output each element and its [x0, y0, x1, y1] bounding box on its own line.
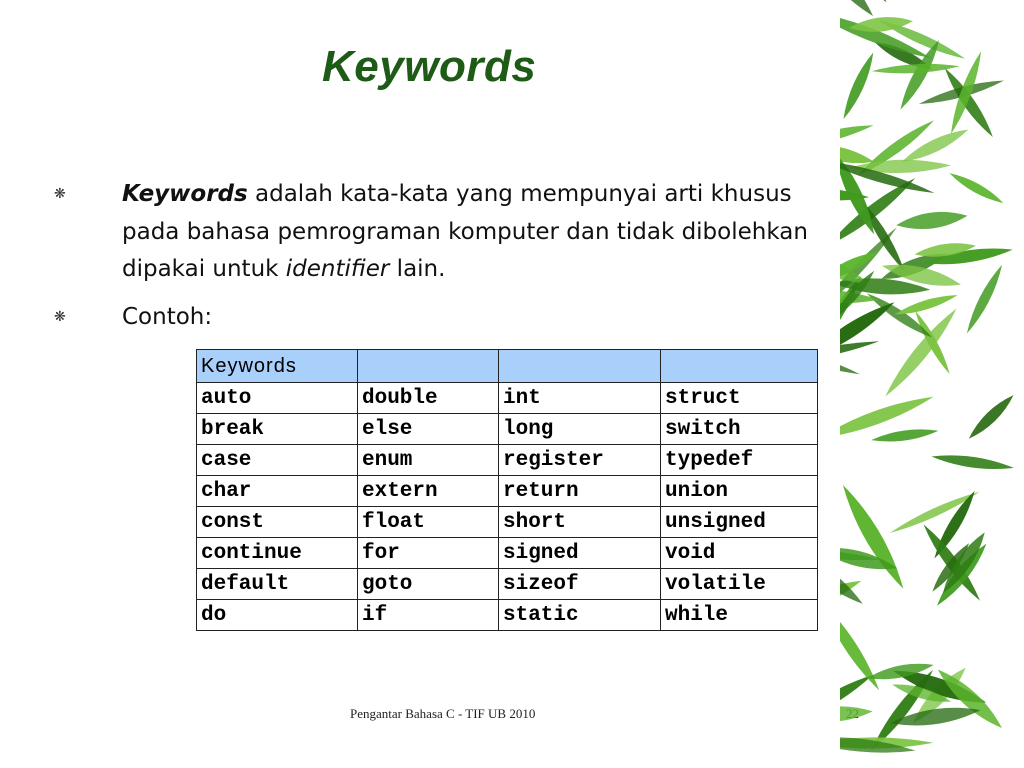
- table-cell: auto: [197, 383, 358, 414]
- bamboo-leaf: [947, 169, 1005, 207]
- table-header-cell: [358, 350, 499, 383]
- table-cell: default: [197, 569, 358, 600]
- table-cell: static: [499, 600, 661, 631]
- table-row: [197, 538, 818, 569]
- table-cell: enum: [358, 445, 499, 476]
- table-cell: signed: [499, 538, 661, 569]
- bamboo-leaf: [840, 296, 898, 366]
- table-cell: else: [358, 414, 499, 445]
- table-cell: double: [358, 383, 499, 414]
- table-cell: typedef: [661, 445, 818, 476]
- table-cell: case: [197, 445, 358, 476]
- bullet-lead-term: Keywords: [122, 181, 248, 207]
- bamboo-leaf: [965, 391, 1017, 443]
- table-row: [197, 569, 818, 600]
- table-cell: break: [197, 414, 358, 445]
- asterisk-bullet-icon: ❋: [54, 186, 66, 202]
- bamboo-leaf: [840, 0, 879, 21]
- table-cell: volatile: [661, 569, 818, 600]
- bamboo-leaf: [870, 426, 939, 445]
- slide-title: Keywords: [322, 42, 537, 91]
- bamboo-leaf: [840, 337, 880, 371]
- bamboo-leaf: [931, 451, 1015, 473]
- table-row: [197, 414, 818, 445]
- table-cell: union: [661, 476, 818, 507]
- table-cell: register: [499, 445, 661, 476]
- table-cell: int: [499, 383, 661, 414]
- table-header-cell: [499, 350, 661, 383]
- table-header-cell: [661, 350, 818, 383]
- table-cell: short: [499, 507, 661, 538]
- bullet-list: [50, 176, 850, 336]
- table-row: [197, 445, 818, 476]
- table-cell: const: [197, 507, 358, 538]
- table-cell: return: [499, 476, 661, 507]
- table-cell: for: [358, 538, 499, 569]
- table-header-cell: Keywords: [197, 350, 358, 383]
- keywords-table: [196, 349, 818, 631]
- asterisk-bullet-icon: ❋: [54, 308, 66, 325]
- table-row: [197, 600, 818, 631]
- bullet-item: [50, 176, 850, 289]
- table-cell: while: [661, 600, 818, 631]
- bamboo-leaf: [840, 704, 873, 725]
- bamboo-leaf: [888, 488, 981, 537]
- table-row: [197, 507, 818, 538]
- bullet-text: adalah kata-kata yang mempunyai arti khusus pada bahasa pemrograman komputer dan tidak dibolehkan dipakai untuk: [122, 181, 808, 282]
- bullet-item: [50, 299, 850, 337]
- table-cell: switch: [661, 414, 818, 445]
- table-cell: continue: [197, 538, 358, 569]
- bullet-text-end: lain.: [389, 256, 446, 282]
- table-cell: void: [661, 538, 818, 569]
- bamboo-leaf: [840, 481, 910, 593]
- table-cell: goto: [358, 569, 499, 600]
- table-cell: extern: [358, 476, 499, 507]
- slide-footer: Pengantar Bahasa C - TIF UB 2010: [350, 706, 536, 721]
- table-cell: long: [499, 414, 661, 445]
- table-cell: char: [197, 476, 358, 507]
- table-row: [197, 383, 818, 414]
- table-cell: float: [358, 507, 499, 538]
- table-cell: do: [197, 600, 358, 631]
- table-cell: sizeof: [499, 569, 661, 600]
- table-cell: unsigned: [661, 507, 818, 538]
- bullet-text: Contoh:: [122, 303, 213, 330]
- bullet-emphasis: identifier: [285, 256, 390, 282]
- bamboo-leaf: [840, 120, 875, 152]
- table-row: [197, 476, 818, 507]
- bamboo-leaves-decoration: [840, 0, 1024, 768]
- bamboo-leaf: [962, 262, 1006, 335]
- table-cell: if: [358, 600, 499, 631]
- bamboo-leaf: [840, 50, 878, 121]
- bamboo-leaf: [895, 208, 968, 233]
- table-header-row: [197, 350, 818, 383]
- table-cell: struct: [661, 383, 818, 414]
